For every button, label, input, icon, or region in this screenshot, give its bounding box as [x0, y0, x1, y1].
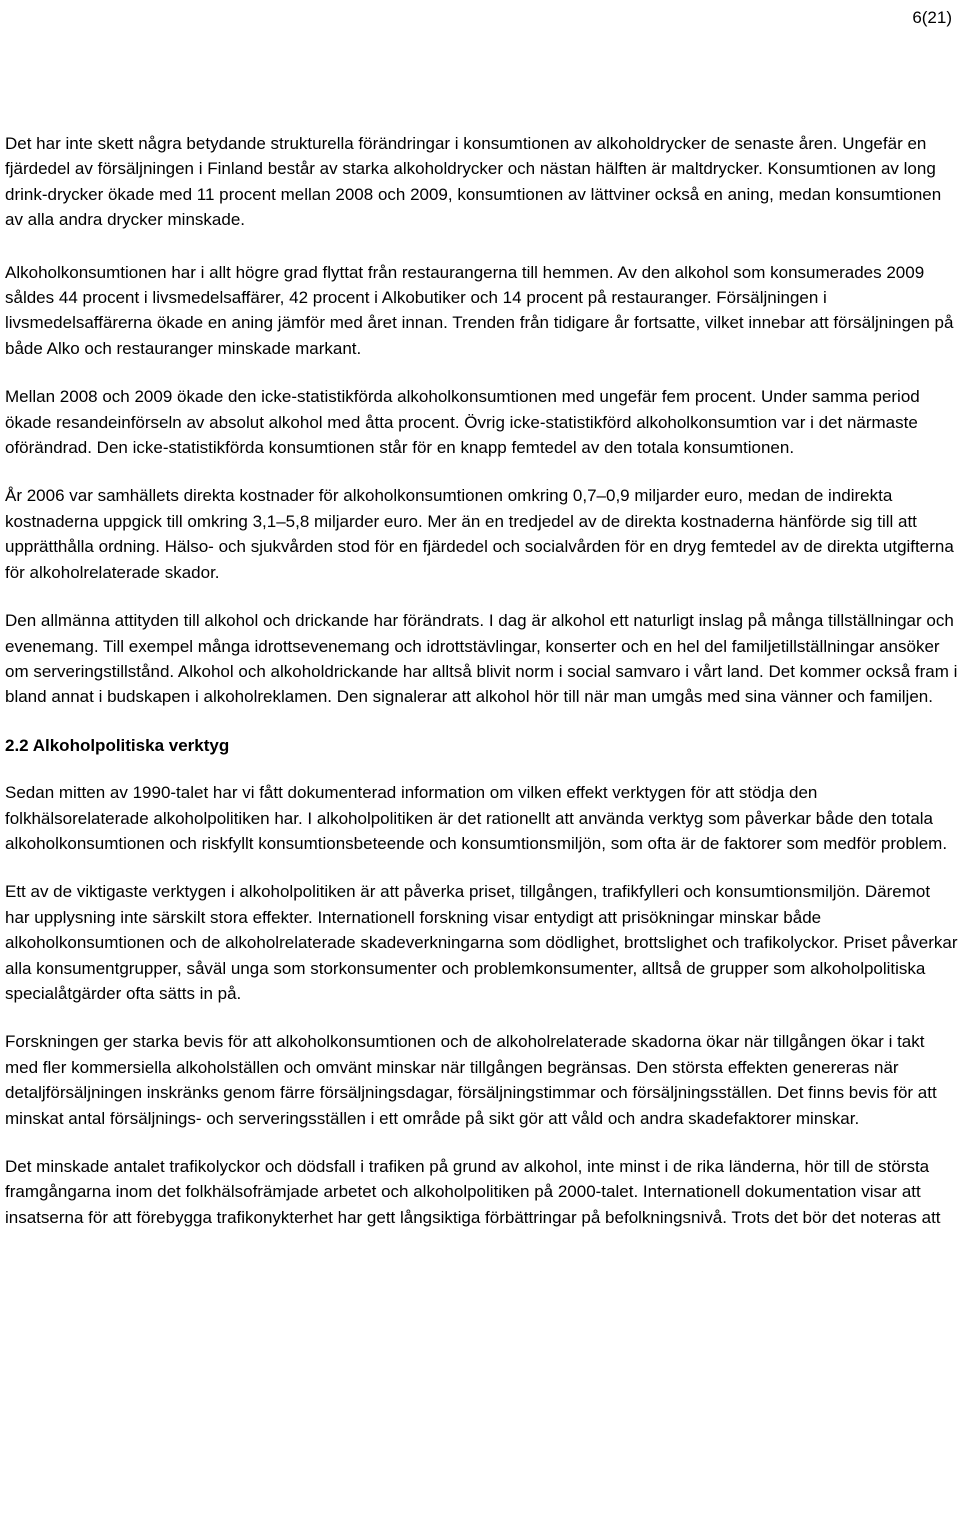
- section-heading: 2.2 Alkoholpolitiska verktyg: [5, 735, 230, 755]
- paragraph: År 2006 var samhällets direkta kostnader för alkoholkonsumtionen omkring 0,7–0,9 miljarder euro, medan de indirekta kostnaderna uppgick till omkring 3,1–5,8 miljarder euro. Mer än en tredjedel av de direkta kostnaderna hänförde sig till att upprätthålla ordning. Hälso- och sjukvården stod för en fjärdedel och socialvården för en dryg femtedel av de direkta utgifterna för alkoholrelaterade skador.: [5, 486, 954, 582]
- page-number: 6(21): [912, 8, 952, 27]
- paragraph: Ett av de viktigaste verktygen i alkoholpolitiken är att påverka priset, tillgången, trafikfylleri och konsumtionsmiljön. Däremot har upplysning inte särskilt stora effekter. Internationell forskning visar entydigt att prisökningar minskar både alkoholkonsumtionen och de alkoholrelaterade skadeverkningarna som dödlighet, brottslighet och trafikolyckor. Priset påverkar alla konsumentgrupper, såväl unga som storkonsumenter och problemkonsumenter, alltså de grupper som alkoholpolitiska specialåtgärder ofta sätts in på.: [5, 882, 958, 1003]
- paragraph: Sedan mitten av 1990-talet har vi fått dokumenterad information om vilken effekt verktygen för att stödja den folkhälsorelaterade alkoholpolitiken har. I alkoholpolitiken är det rationellt att använda verktyg som påverkar både den totala alkoholkonsumtionen och riskfyllt konsumtionsbeteende och konsumtionsmiljön, som ofta är de faktorer som medför problem.: [5, 783, 948, 853]
- document-body: [5, 131, 958, 1253]
- paragraph: Det har inte skett några betydande strukturella förändringar i konsumtionen av alkoholdrycker de senaste åren. Ungefär en fjärdedel av försäljningen i Finland består av starka alkoholdrycker och nästan hälften är maltdrycker. Konsumtionen av long drink-drycker ökade med 11 procent mellan 2008 och 2009, konsumtionen av lättviner också en aning, medan konsumtionen av alla andra drycker minskade.: [5, 134, 942, 230]
- paragraph: Forskningen ger starka bevis för att alkoholkonsumtionen och de alkoholrelaterade skadorna ökar när tillgången ökar i takt med fler kommersiella alkoholställen och omvänt minskar när tillgången begränsas. Den största effekten genereras när detaljförsäljningen inskränks genom färre försäljningsdagar, försäljningstimmar och försäljningsställen. Det finns bevis för att minskat antal försäljnings- och serveringsställen i ett område på sikt gör att våld och andra skadefaktorer minskar.: [5, 1032, 937, 1128]
- paragraph: Det minskade antalet trafikolyckor och dödsfall i trafiken på grund av alkohol, inte minst i de rika länderna, hör till de största framgångarna inom det folkhälsofrämjade arbetet och alkoholpolitiken på 2000-talet. Internationell dokumentation visar att insatserna för att förebygga trafikonykterhet har gett långsiktiga förbättringar på befolkningsnivå. Trots det bör det noteras att: [5, 1157, 941, 1227]
- paragraph: Mellan 2008 och 2009 ökade den icke-statistikförda alkoholkonsumtionen med ungefär fem procent. Under samma period ökade resandeinförseln av absolut alkohol med åtta procent. Övrig icke-statistikförd alkoholkonsumtion var i det närmaste oförändrad. Den icke-statistikförda konsumtionen står för en knapp femtedel av den totala konsumtionen.: [5, 387, 920, 458]
- paragraph: Alkoholkonsumtionen har i allt högre grad flyttat från restaurangerna till hemmen. Av den alkohol som konsumerades 2009 såldes 44 procent i livsmedelsaffärer, 42 procent i Alkobutiker och 14 procent på restauranger. Försäljningen i livsmedelsaffärerna ökade en aning jämför med året innan. Trenden från tidigare år fortsatte, vilket innebar att försäljningen på både Alko och restauranger minskade markant.: [5, 262, 954, 358]
- paragraph: Den allmänna attityden till alkohol och drickande har förändrats. I dag är alkohol ett naturligt inslag på många tillställningar och evenemang. Till exempel många idrottsevenemang och idrottstävlingar, konserter och en hel del familjetillställningar ansöker om serveringstillstånd. Alkohol och alkoholdrickande har alltså blivit norm i social samvaro i vårt land. Det kommer också fram i bland annat i budskapen i alkoholreklamen. Den signalerar att alkohol hör till när man umgås med sina vänner och familjen.: [5, 611, 958, 707]
